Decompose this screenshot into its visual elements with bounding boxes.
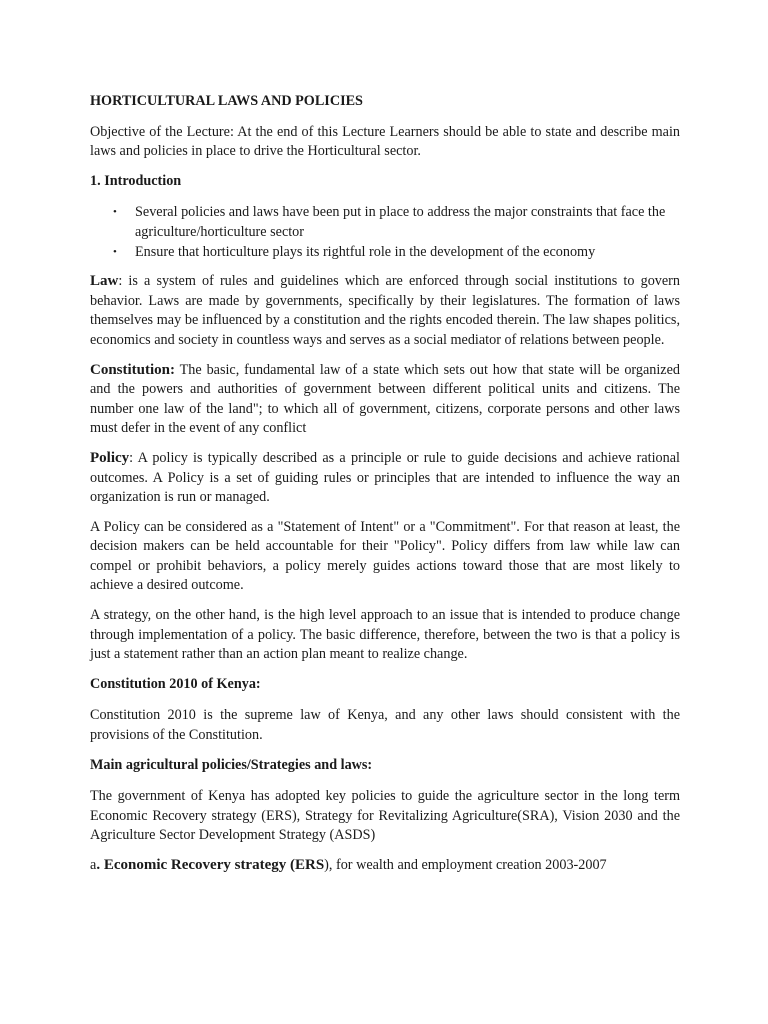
bullet-icon: •	[113, 245, 117, 258]
list-item	[113, 243, 680, 263]
introduction-heading: 1. Introduction	[90, 172, 182, 189]
law-term: Law	[90, 273, 119, 290]
main-policies-heading: Main agricultural policies/Strategies and laws:	[90, 756, 373, 773]
objective-paragraph: Objective of the Lecture: At the end of this Lecture Learners should be able to state and describe main laws and policies in place to drive the Horticultural sector.	[90, 123, 680, 160]
ers-title: . Economic Recovery strategy (ERS	[96, 857, 325, 873]
document-title: HORTICULTURAL LAWS AND POLICIES	[90, 93, 363, 109]
kenya-constitution-paragraph: Constitution 2010 is the supreme law of Kenya, and any other laws should consistent with the provisions of the Constitution.	[90, 707, 680, 744]
kenya-constitution-heading: Constitution 2010 of Kenya:	[90, 675, 261, 692]
main-policies-paragraph: The government of Kenya has adopted key policies to guide the agriculture sector in the long term Economic Recovery strategy (ERS), Strategy for Revitalizing Agriculture(SRA), Vision 2030 and the Agriculture Sector Development Strategy (ASDS)	[90, 788, 680, 844]
ers-description: ), for wealth and employment creation 2003-2007	[324, 857, 607, 873]
list-item-text: Several policies and laws have been put in place to address the major constraints that face the agriculture/horticulture sector	[135, 204, 666, 240]
law-definition	[90, 272, 680, 350]
law-text: : is a system of rules and guidelines which are enforced through social institutions to govern behavior. Laws are made by governments, specifically by their legislatures. The formation of laws themselves may be influenced by a constitution and the rights encoded therein. The law shapes politics, economics and society in countless ways and serves as a social mediator of relations between people.	[90, 273, 680, 348]
ers-prefix: a	[90, 857, 97, 873]
constitution-term: Constitution:	[90, 361, 176, 378]
list-item	[113, 203, 680, 242]
bullet-icon: •	[113, 206, 117, 219]
policy-text: : A policy is typically described as a principle or rule to guide decisions and achieve rational outcomes. A Policy is a set of guiding rules or principles that are intended to influence the way an organization is run or managed.	[90, 449, 680, 506]
constitution-definition	[90, 361, 680, 439]
introduction-list	[90, 203, 680, 262]
ers-item	[90, 856, 680, 876]
constitution-text: The basic, fundamental law of a state which sets out how that state will be organized and the powers and authorities of government between different political units and citizens. The number one law of the land"; to which all of government, citizens, corporate persons and other laws must defer in the event of any conflict	[90, 361, 680, 437]
strategy-paragraph: A strategy, on the other hand, is the high level approach to an issue that is intended to produce change through implementation of a policy. The basic difference, therefore, between the two is that a policy is just a statement rather than an action plan meant to realize change.	[90, 607, 680, 663]
list-item-text: Ensure that horticulture plays its rightful role in the development of the economy	[135, 243, 596, 260]
policy-intent-paragraph: A Policy can be considered as a "Statement of Intent" or a "Commitment". For that reason at least, the decision makers can be held accountable for their "Policy". Policy differs from law while law can compel or prohibit behaviors, a policy merely guides actions toward those that are most likely to achieve a desired outcome.	[90, 518, 680, 594]
policy-definition	[90, 449, 680, 508]
policy-term: Policy	[90, 449, 130, 466]
